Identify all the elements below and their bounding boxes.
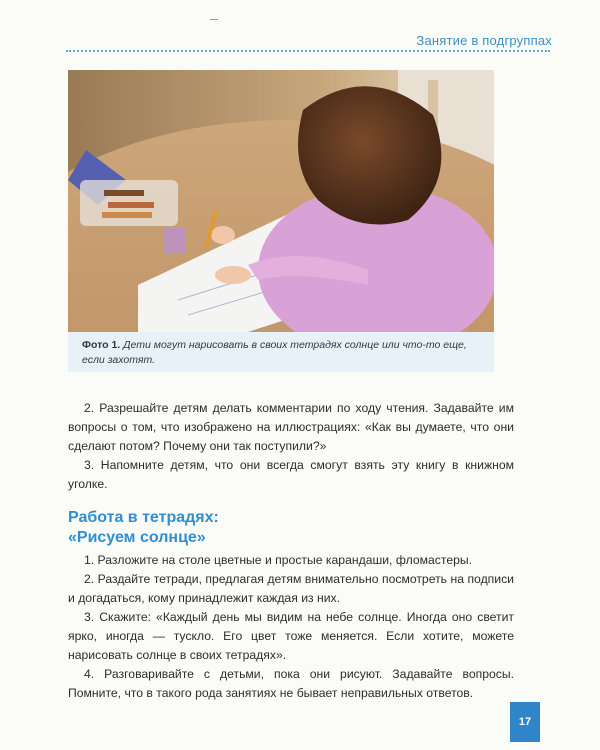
section-heading	[68, 508, 508, 548]
photo-child-drawing	[68, 70, 494, 332]
body-paragraphs-section	[68, 551, 514, 703]
page-number-badge: 17	[510, 702, 540, 742]
paragraph: 3. Напомните детям, что они всегда смогут взять эту книгу в книжном уголке.	[68, 458, 514, 491]
paragraph: 2. Раздайте тетради, предлагая детям внимательно посмотреть на подписи и догадаться, кому принадлежит каждая из них.	[68, 572, 514, 605]
paragraph: 1. Разложите на столе цветные и простые карандаши, фломастеры.	[84, 553, 473, 567]
paragraph: 2. Разрешайте детям делать комментарии по ходу чтения. Задавайте им вопросы о том, что изображено на иллюстрациях: «Как вы думаете, что они сделают потом? Почему они так поступили?»	[68, 401, 514, 453]
photo-illustration	[68, 70, 494, 332]
paragraph: 3. Скажите: «Каждый день мы видим на небе солнце. Иногда оно светит ярко, иногда — тускло. Его цвет тоже меняется. Если хотите, можете нарисовать солнце в своих тетрадях».	[68, 610, 514, 662]
photo-caption	[82, 338, 482, 368]
print-mark	[210, 19, 218, 20]
body-paragraphs-top	[68, 399, 514, 494]
running-header: Занятие в подгруппах	[416, 33, 552, 48]
header-dotted-rule	[66, 50, 550, 52]
caption-label: Фото 1.	[82, 339, 121, 351]
section-heading-line1: Работа в тетрадях:	[68, 509, 219, 526]
paragraph: 4. Разговаривайте с детьми, пока они рисуют. Задавайте вопросы. Помните, что в такого рода занятиях не бывает неправильных ответов.	[68, 667, 514, 700]
section-heading-line2: «Рисуем солнце»	[68, 529, 206, 546]
photo-figure	[68, 70, 494, 372]
caption-text: Дети могут нарисовать в своих тетрадях солнце или что-то еще, если захотят.	[82, 339, 467, 366]
